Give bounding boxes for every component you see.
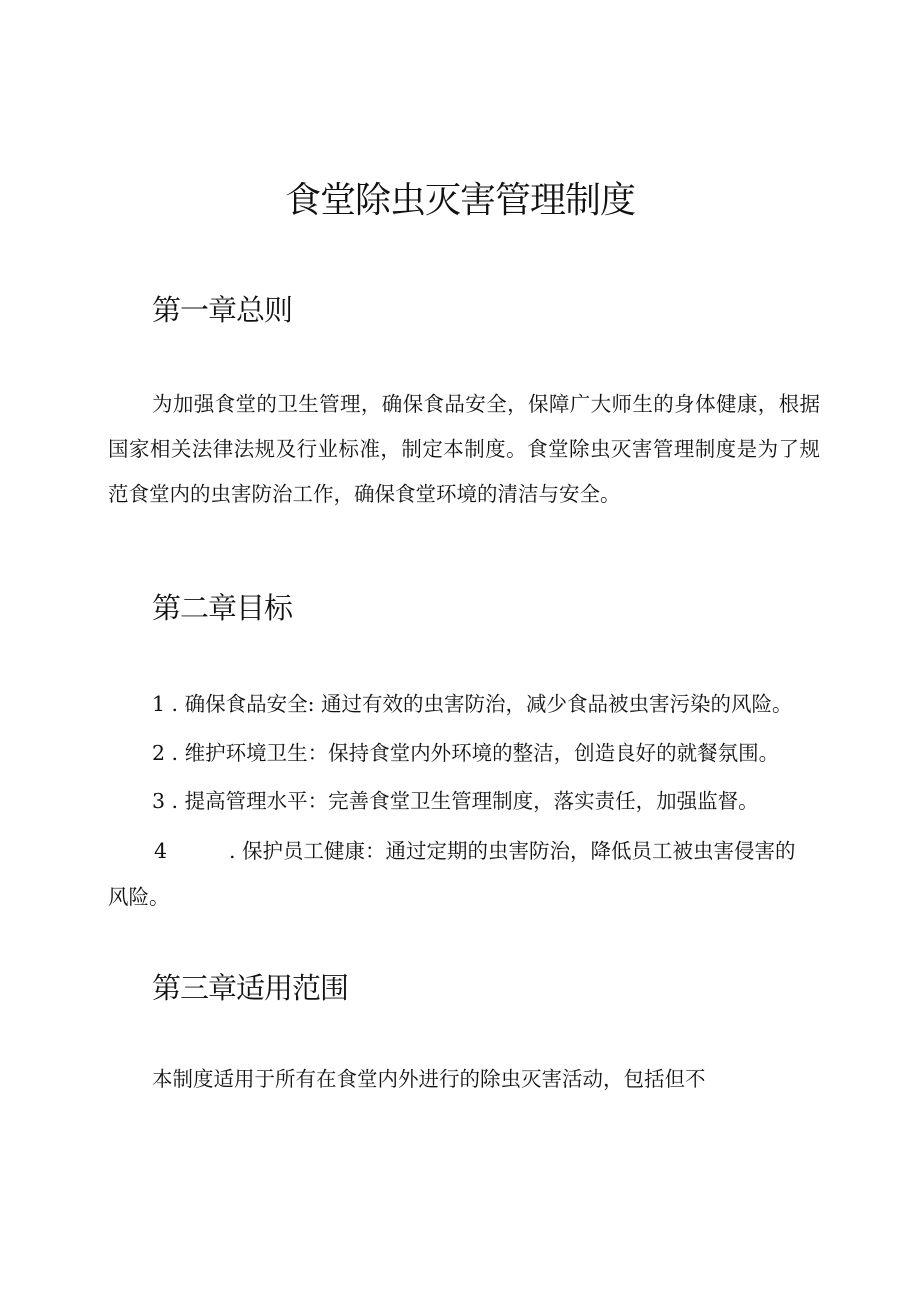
- chapter-1-paragraph: 为加强食堂的卫生管理，确保食品安全，保障广大师生的身体健康，根据国家相关法律法规及行业标准，制定本制度。食堂除虫灭害管理制度是为了规范食堂内的虫害防治工作，确保食堂环境的清洁与安全。: [108, 392, 820, 506]
- goal-item-2: 2 . 维护环境卫生：保持食堂内外环境的整洁，创造良好的就餐氛围。: [152, 741, 780, 765]
- goal-item-4-continuation: 风险。: [108, 885, 170, 909]
- chapter-1-heading: 第一章总则: [152, 293, 293, 327]
- chapter-2-heading: 第二章目标: [152, 591, 293, 625]
- chapter-3-paragraph: 本制度适用于所有在食堂内外进行的除虫灭害活动，包括但不: [152, 1067, 706, 1091]
- document-title: 食堂除虫灭害管理制度: [284, 180, 635, 221]
- goal-item-4-number: 4: [154, 839, 168, 863]
- goal-item-3: 3 . 提高管理水平：完善食堂卫生管理制度，落实责任，加强监督。: [152, 789, 759, 813]
- goal-item-4-text: . 保护员工健康：通过定期的虫害防治，降低员工被虫害侵害的: [229, 839, 796, 863]
- chapter-3-heading: 第三章适用范围: [152, 971, 349, 1005]
- goal-item-1: 1 . 确保食品安全: 通过有效的虫害防治，减少食品被虫害污染的风险。: [152, 692, 793, 716]
- goal-item-4: [108, 828, 820, 920]
